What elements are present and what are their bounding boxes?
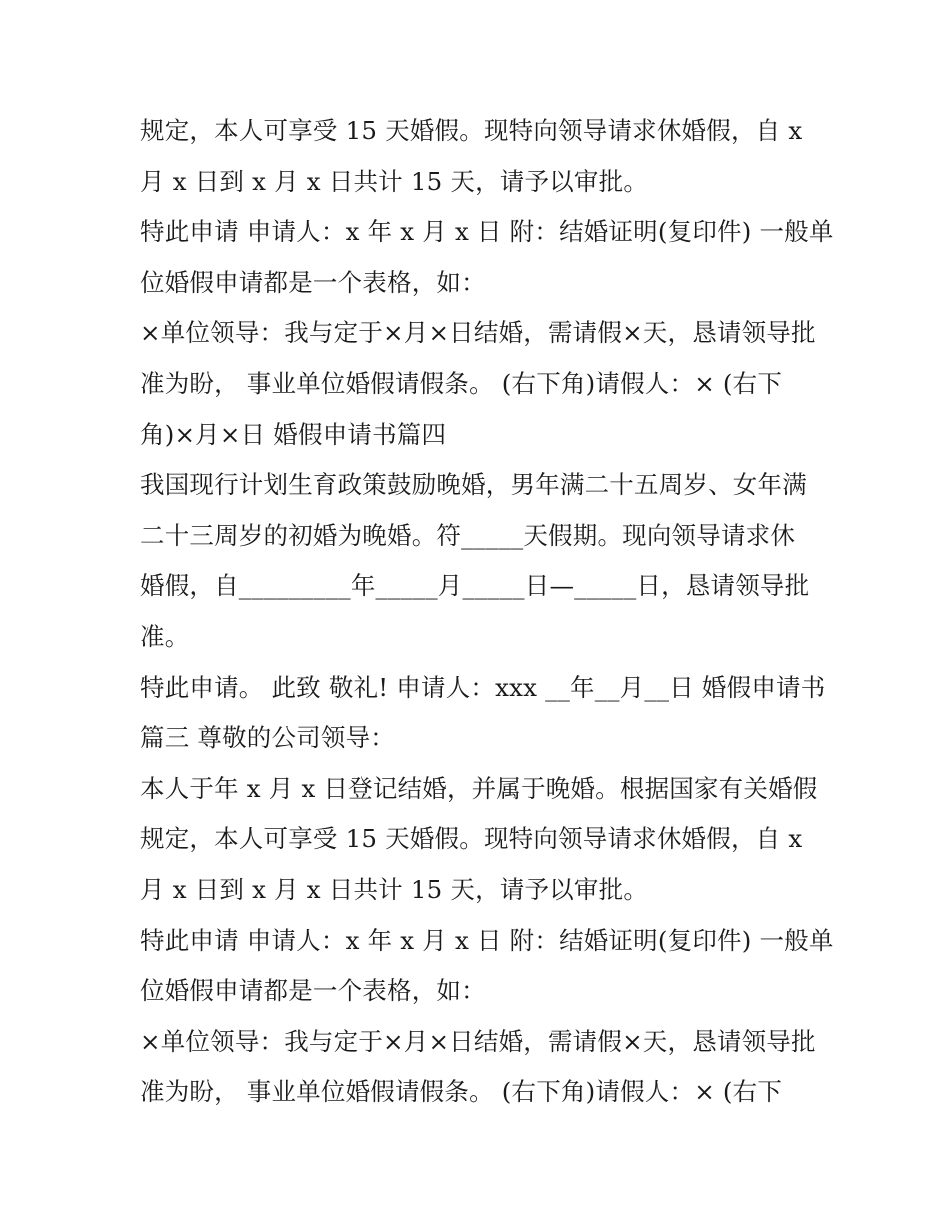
document-body [140, 106, 834, 1118]
text-line: 准。 [140, 621, 190, 651]
text-line: 本人于年 x 月 x 日登记结婚，并属于晚婚。根据国家有关婚假 [140, 773, 818, 803]
text-line: 特此申请 申请人：x 年 x 月 x 日 附：结婚证明(复印件) 一般单 [140, 217, 834, 247]
text-line: 位婚假申请都是一个表格，如： [140, 976, 486, 1006]
text-line: 月 x 日到 x 月 x 日共计 15 天，请予以审批。 [140, 874, 649, 904]
text-line: 月 x 日到 x 月 x 日共计 15 天，请予以审批。 [140, 166, 649, 196]
text-line: 二十三周岁的初婚为晚婚。符_____天假期。现向领导请求休 [140, 520, 796, 550]
text-line: ×单位领导：我与定于×月×日结婚，需请假×天，恳请领导批 [140, 318, 816, 348]
text-line: 我国现行计划生育政策鼓励晚婚，男年满二十五周岁、女年满 [140, 470, 807, 500]
text-line: 婚假，自_________年_____月_____日—_____日，恳请领导批 [140, 571, 810, 601]
text-line: 特此申请。 此致 敬礼! 申请人：xxx __年__月__日 婚假申请书 [140, 672, 826, 702]
text-line: 篇三 尊敬的公司领导： [140, 723, 395, 753]
text-line: 准为盼， 事业单位婚假请假条。 (右下角)请假人：× (右下 [140, 1077, 783, 1107]
text-line: 规定，本人可享受 15 天婚假。现特向领导请求休婚假，自 x [140, 824, 803, 854]
text-line: 特此申请 申请人：x 年 x 月 x 日 附：结婚证明(复印件) 一般单 [140, 925, 834, 955]
text-line: 角)×月×日 婚假申请书篇四 [140, 419, 447, 449]
text-line: 位婚假申请都是一个表格，如： [140, 267, 486, 297]
text-line: 准为盼， 事业单位婚假请假条。 (右下角)请假人：× (右下 [140, 368, 783, 398]
text-line: ×单位领导：我与定于×月×日结婚，需请假×天，恳请领导批 [140, 1026, 816, 1056]
text-line: 规定，本人可享受 15 天婚假。现特向领导请求休婚假，自 x [140, 116, 803, 145]
